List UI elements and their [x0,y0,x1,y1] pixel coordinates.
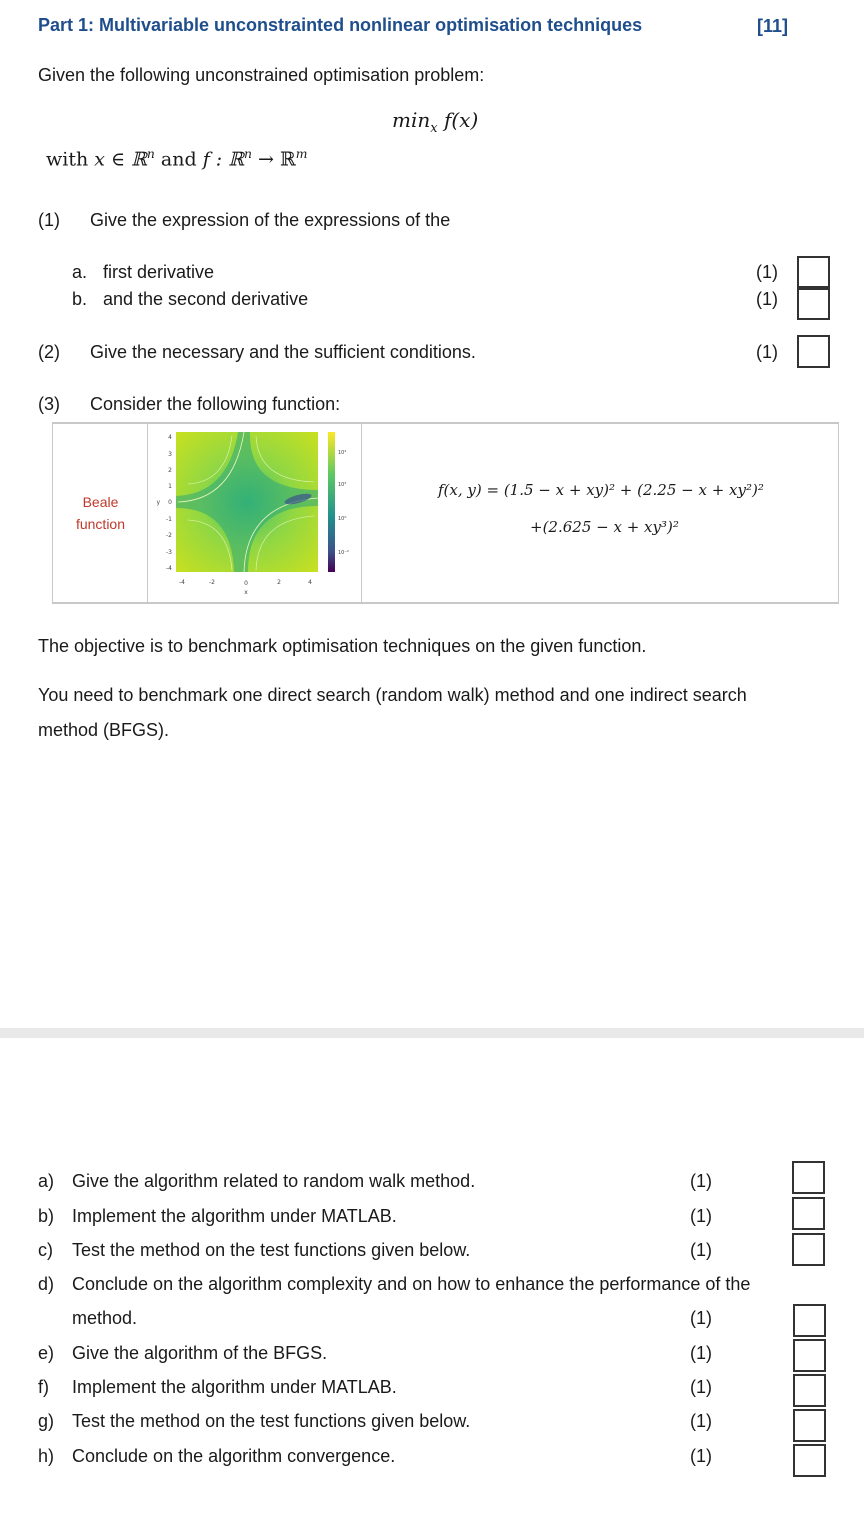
task-text: Implement the algorithm under MATLAB. [72,1377,397,1397]
y-tick: 3 [168,451,172,458]
x-tick: -2 [209,579,215,586]
task-text: Give the algorithm related to random walk method. [72,1171,476,1191]
y-tick: -3 [166,549,172,556]
q1b-marks: (1) [756,289,778,309]
task-c-checkbox[interactable] [792,1233,825,1266]
task-h-checkbox[interactable] [793,1444,826,1477]
task-text: Give the algorithm of the BFGS. [72,1343,328,1363]
x-tick: 0 [244,580,248,587]
x-tick: 4 [308,579,312,586]
task-marks: (1) [690,1411,712,1431]
task-letter: d) [38,1274,55,1294]
q1-text: Give the expression of the expressions of the [90,210,451,230]
objective-formula: $\min_x f(x)$ [392,108,479,136]
task-e-checkbox[interactable] [793,1339,826,1372]
task-text: Conclude on the algorithm convergence. [72,1446,396,1466]
task-marks: (1) [690,1343,712,1363]
task-letter: e) [38,1343,55,1363]
q3-text: Consider the following function: [90,394,341,414]
y-tick: 0 [168,499,172,506]
q1b-text: and the second derivative [103,289,309,309]
task-text-continued: method. [72,1308,138,1328]
task-text: Implement the algorithm under MATLAB. [72,1206,397,1226]
task-text: Conclude on the algorithm complexity and on how to enhance the performance of the [72,1274,751,1294]
y-tick: 4 [168,434,172,441]
x-axis-label: x [244,589,248,596]
q1a-checkbox[interactable] [797,256,830,288]
q1b-letter: b. [72,289,88,309]
y-tick: -4 [166,565,172,572]
task-marks: (1) [690,1446,712,1466]
task-letter: c) [38,1240,53,1260]
task-d-checkbox[interactable] [793,1304,826,1337]
y-tick: -1 [166,516,172,523]
benchmark-text-line2: method (BFGS). [38,720,170,740]
q1a-marks: (1) [756,262,778,282]
x-tick: -4 [179,579,185,586]
colorbar-label: 10⁻² [338,550,350,556]
q2-text: Give the necessary and the sufficient conditions. [90,342,476,362]
q2-checkbox[interactable] [797,335,830,368]
q2-number: (2) [38,342,60,362]
beale-contour-plot [148,424,361,602]
task-text: Test the method on the test functions given below. [72,1240,471,1260]
q1-number: (1) [38,210,60,230]
y-tick: 2 [168,467,172,474]
colorbar-label: 10² [338,482,347,488]
intro-text: Given the following unconstrained optimisation problem: [38,65,485,85]
q1b-checkbox[interactable] [797,288,830,320]
colorbar-label: 10⁰ [338,516,347,522]
task-marks: (1) [690,1171,712,1191]
domain-statement: with x ∈ ℝ$^n$ and f : ℝ$^n$ → ℝ$^m$ [46,147,308,171]
q3-number: (3) [38,394,60,414]
colorbar [328,432,335,572]
section-title: Part 1: Multivariable unconstrainted nonlinear optimisation techniques [38,15,643,35]
x-tick: 2 [277,579,281,586]
task-b-checkbox[interactable] [792,1197,825,1230]
task-marks: (1) [690,1240,712,1260]
task-letter: b) [38,1206,55,1226]
task-a-checkbox[interactable] [792,1161,825,1194]
y-tick: 1 [168,483,172,490]
page-separator [0,1028,864,1038]
task-letter: g) [38,1411,55,1431]
y-axis-label: y [156,499,160,506]
task-letter: h) [38,1446,55,1466]
colorbar-label: 10⁴ [338,450,347,456]
q1a-letter: a. [72,262,88,282]
beale-formula-line2: +(2.625 − x + xy³)² [530,518,679,536]
q1a-text: first derivative [103,262,215,282]
task-marks: (1) [690,1206,712,1226]
q2-marks: (1) [756,342,778,362]
section-total-marks: [11] [757,16,789,36]
task-f-checkbox[interactable] [793,1374,826,1407]
y-tick: -2 [166,532,172,539]
task-g-checkbox[interactable] [793,1409,826,1442]
beale-formula-line1: f(x, y) = (1.5 − x + xy)² + (2.25 − x + xy²)² [438,481,764,499]
task-letter: f) [38,1377,49,1397]
task-letter: a) [38,1171,55,1191]
task-marks: (1) [690,1308,712,1328]
function-name: Beale function [75,494,126,532]
objective-text: The objective is to benchmark optimisation techniques on the given function. [38,636,647,656]
benchmark-text-line1: You need to benchmark one direct search (random walk) method and one indirect search [38,685,747,705]
task-text: Test the method on the test functions given below. [72,1411,471,1431]
task-marks: (1) [690,1377,712,1397]
